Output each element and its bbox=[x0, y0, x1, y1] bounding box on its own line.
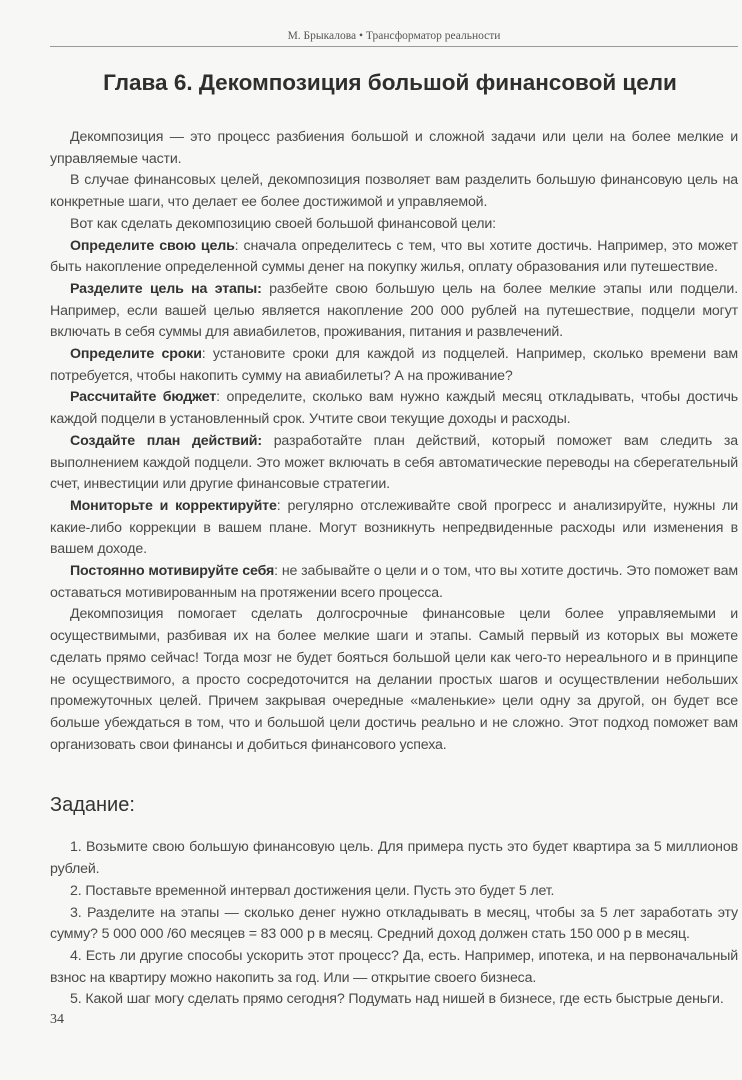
step-text: : сначала определитесь с тем, что вы хотите достичь. Например, это может быть накопление определенной суммы денег на покупку жилья, оплату образования или путешествие. bbox=[50, 237, 738, 276]
page-number: 34 bbox=[50, 1012, 64, 1027]
task-item: 5. Какой шаг могу сделать прямо сегодня? Подумать над нишей в бизнесе, где есть быстрые деньги. bbox=[70, 991, 724, 1008]
running-head: М. Брыкалова • Трансформатор реальности bbox=[50, 30, 738, 47]
step-text: : определите, сколько вам нужно каждый месяц откладывать, чтобы достичь каждой подцели в установленный срок. Учтите свои текущие доходы и расходы. bbox=[50, 389, 739, 428]
step-lead: Создайте план действий: bbox=[70, 432, 262, 449]
intro-paragraph: Декомпозиция — это процесс разбиения большой и сложной задачи или цели на более мелкие и управляемые части. bbox=[50, 129, 738, 167]
page-body bbox=[50, 127, 738, 1011]
step-paragraph bbox=[50, 496, 738, 561]
task-item: 1. Возьмите свою большую финансовую цель. Для примера пусть это будет квартира за 5 миллионов рублей. bbox=[50, 839, 738, 878]
step-text: : не забывайте о цели и о том, что вы хотите достичь. Это поможет вам оставаться мотивированным на протяжении всего процесса. bbox=[50, 563, 738, 601]
step-paragraph bbox=[50, 236, 738, 279]
task-item: 4. Есть ли другие способы ускорить этот процесс? Да, есть. Например, ипотека, и на первоначальный взнос на квартиру можно накопить за год. Или — открытие своего бизнеса. bbox=[50, 947, 738, 986]
conclusion-paragraph: Декомпозиция помогает сделать долгосрочные финансовые цели более управляемыми и осуществимыми, разбивая их на более мелкие шаги и этапы. Самый первый из которых вы можете сделать прямо сейчас! Тогда мозг не будет бояться большой цели как чего-то нереального и в принципе не осуществимого, а просто сосредоточится на делании простых шагов и осуществлении небольших промежуточных целей. Причем закрывая очередные «маленькие» цели одну за другой, он будет все больше убеждаться в том, что и большой цели достичь реально и не сложно. Этот подход поможет вам организовать свои финансы и добиться финансового успеха. bbox=[50, 606, 738, 753]
step-lead: Постоянно мотивируйте себя bbox=[70, 563, 275, 580]
step-lead: Разделите цель на этапы: bbox=[70, 280, 262, 297]
step-paragraph bbox=[50, 561, 738, 604]
step-lead: Мониторьте и корректируйте bbox=[70, 497, 277, 514]
step-text: : регулярно отслеживайте свой прогресс и анализируйте, нужны ли какие-либо коррекции в вашем плане. Могут возникнуть непредвиденные расходы или изменения в вашем доходе. bbox=[50, 497, 738, 558]
task-heading: Задание: bbox=[50, 794, 135, 817]
step-paragraph bbox=[50, 387, 738, 430]
intro-paragraph: Вот как сделать декомпозицию своей большой финансовой цели: bbox=[70, 215, 496, 232]
chapter-title: Глава 6. Декомпозиция большой финансовой цели bbox=[103, 70, 677, 95]
step-paragraph bbox=[50, 431, 738, 496]
step-text: : установите сроки для каждой из подцелей. Например, сколько времени вам потребуется, чтобы накопить сумму на авиабилеты? А на проживание? bbox=[50, 346, 739, 384]
task-item: 3. Разделите на этапы — сколько денег нужно откладывать в месяц, чтобы за 5 лет заработать эту сумму? 5 000 000 /60 месяцев = 83 000 р в месяц. Средний доход должен стать 150 000 р в месяц. bbox=[50, 904, 738, 943]
intro-paragraph: В случае финансовых целей, декомпозиция позволяет вам разделить большую финансовую цель на конкретные шаги, что делает ее более достижимой и управляемой. bbox=[50, 172, 738, 211]
step-lead: Определите сроки bbox=[70, 346, 202, 363]
step-lead: Определите свою цель bbox=[70, 237, 235, 254]
step-text: разбейте свою большую цель на более мелкие этапы или подцели. Например, если вашей целью является накопление 200 000 рублей на путешествие, подцели могут включать в себя суммы для авиабилетов, проживания, питания и развлечений. bbox=[50, 280, 738, 341]
step-text: разработайте план действий, который поможет вам следить за выполнением каждой подцели. Это может включать в себя автоматические переводы на сберегательный счет, инвестиции или другие финансовые стратегии. bbox=[50, 432, 738, 493]
step-lead: Рассчитайте бюджет bbox=[70, 389, 217, 406]
step-paragraph bbox=[50, 344, 738, 387]
step-paragraph bbox=[50, 279, 738, 344]
task-item: 2. Поставьте временной интервал достижения цели. Пусть это будет 5 лет. bbox=[70, 882, 555, 899]
